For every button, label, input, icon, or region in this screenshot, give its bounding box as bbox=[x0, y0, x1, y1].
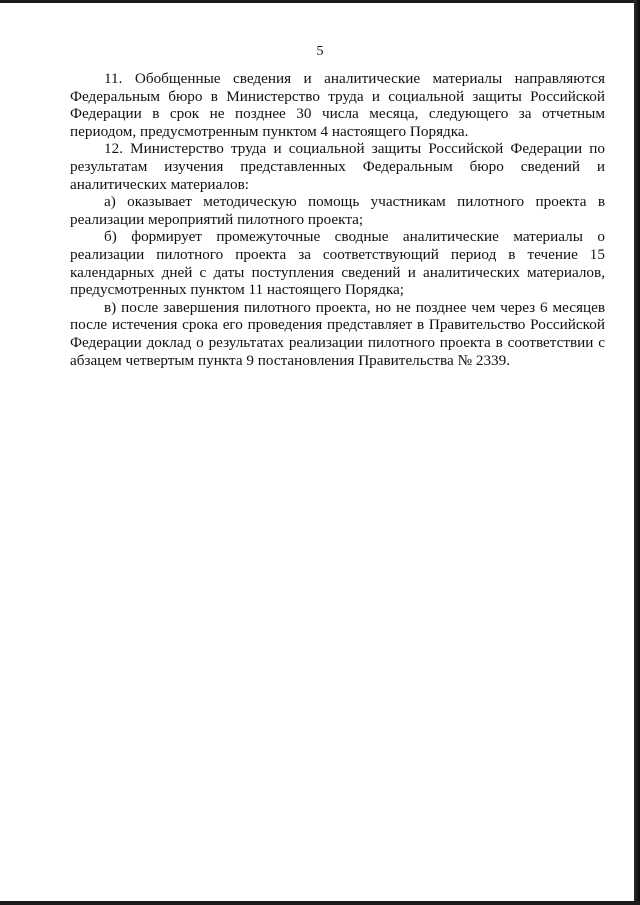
paragraph-11: 11. Обобщенные сведения и аналитические материалы направляются Федеральным бюро в Министерство труда и социальной защиты Российской Федерации в срок не позднее 30 числа месяца, следующего за отчетным периодом, предусмотренным пунктом 4 настоящего Порядка. bbox=[70, 70, 605, 140]
paragraph-12-v: в) после завершения пилотного проекта, но не позднее чем через 6 месяцев после истечения срока его проведения представляет в Правительство Российской Федерации доклад о результатах реализации пилотного проекта в соответствии с абзацем четвертым пункта 9 постановления Правительства № 2339. bbox=[70, 298, 605, 369]
paragraph-12-a: а) оказывает методическую помощь участникам пилотного проекта в реализации мероприятий пилотного проекта; bbox=[70, 193, 605, 228]
document-body bbox=[70, 70, 605, 369]
scan-border-right bbox=[634, 0, 640, 905]
paragraph-12: 12. Министерство труда и социальной защиты Российской Федерации по результатам изучения представленных Федеральным бюро сведений и аналитических материалов: bbox=[70, 140, 605, 193]
scan-border-bottom bbox=[0, 901, 640, 905]
scan-border-top bbox=[0, 0, 640, 3]
paragraph-12-b: б) формирует промежуточные сводные аналитические материалы о реализации пилотного проекта за соответствующий период в течение 15 календарных дней с даты поступления сведений и аналитических материалов, предусмотренных пунктом 11 настоящего Порядка; bbox=[70, 228, 605, 299]
page-number: 5 bbox=[316, 44, 324, 59]
